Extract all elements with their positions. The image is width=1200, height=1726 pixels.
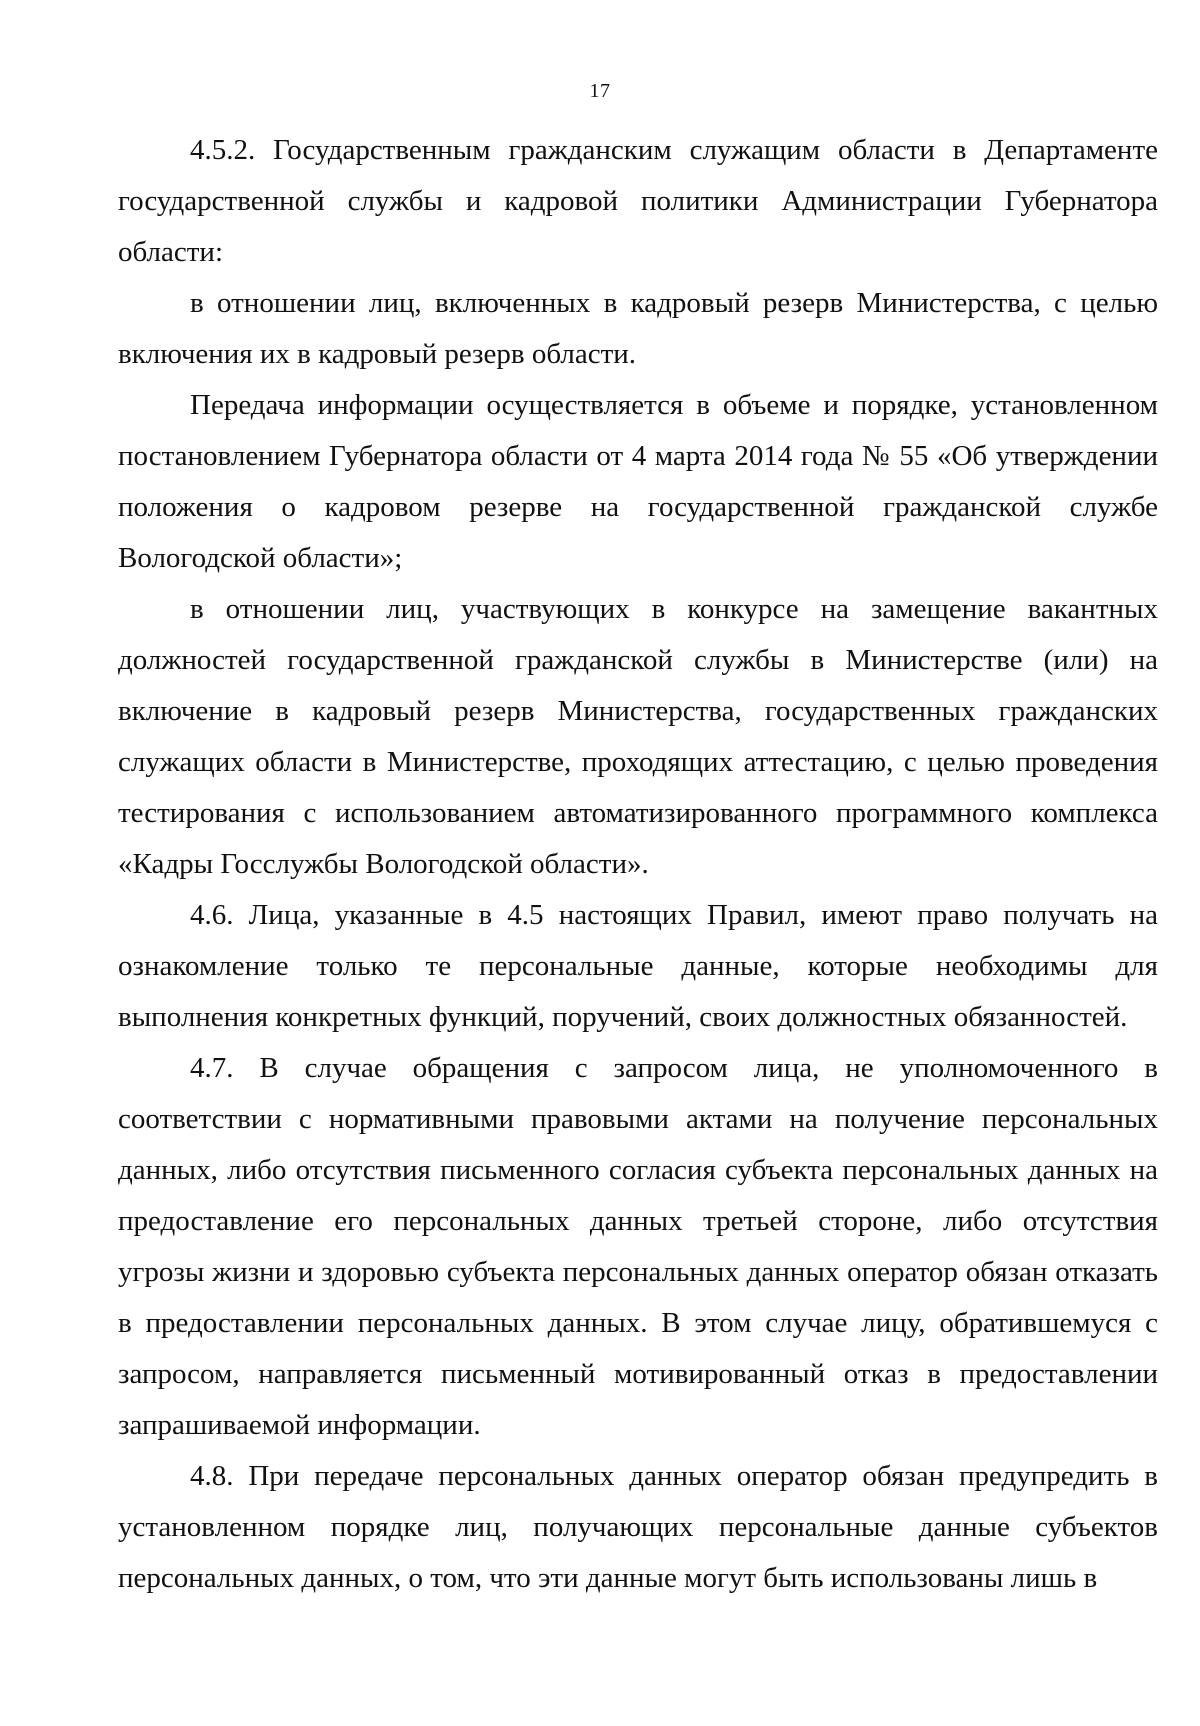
paragraph-4-6: 4.6. Лица, указанные в 4.5 настоящих Правил, имеют право получать на ознакомление только те персональные данные, которые необходимы для выполнения конкретных функций, поручений, своих должностных обязанностей. — [118, 899, 1158, 1033]
page-number: 17 — [589, 80, 611, 102]
paragraph-4-8: 4.8. При передаче персональных данных оператор обязан предупредить в установленном порядке лиц, получающих персональные данные субъектов персональных данных, о том, что эти данные могут быть использованы лишь в — [118, 1460, 1158, 1594]
paragraph-competition-participants: в отношении лиц, участвующих в конкурсе на замещение вакантных должностей государственной гражданской службы в Министерстве (или) на включение в кадровый резерв Министерства, государственных гражданских служащих области в Министерстве, проходящих аттестацию, с целью проведения тестирования с использованием автоматизированного программного комплекса «Кадры Госслужбы Вологодской области». — [118, 593, 1158, 880]
paragraph-reserve-inclusion: в отношении лиц, включенных в кадровый резерв Министерства, с целью включения их в кадровый резерв области. — [118, 287, 1158, 370]
document-body — [118, 125, 1158, 1604]
paragraph-4-5-2: 4.5.2. Государственным гражданским служащим области в Департаменте государственной службы и кадровой политики Администрации Губернатора области: — [118, 134, 1158, 268]
paragraph-information-transfer: Передача информации осуществляется в объеме и порядке, установленном постановлением Губернатора области от 4 марта 2014 года № 55 «Об утверждении положения о кадровом резерве на государственной гражданской службе Вологодской области»; — [118, 389, 1158, 574]
paragraph-4-7: 4.7. В случае обращения с запросом лица, не уполномоченного в соответствии с нормативными правовыми актами на получение персональных данных, либо отсутствия письменного согласия субъекта персональных данных на предоставление его персональных данных третьей стороне, либо отсутствия угрозы жизни и здоровью субъекта персональных данных оператор обязан отказать в предоставлении персональных данных. В этом случае лицу, обратившемуся с запросом, направляется письменный мотивированный отказ в предоставлении запрашиваемой информации. — [118, 1052, 1158, 1441]
